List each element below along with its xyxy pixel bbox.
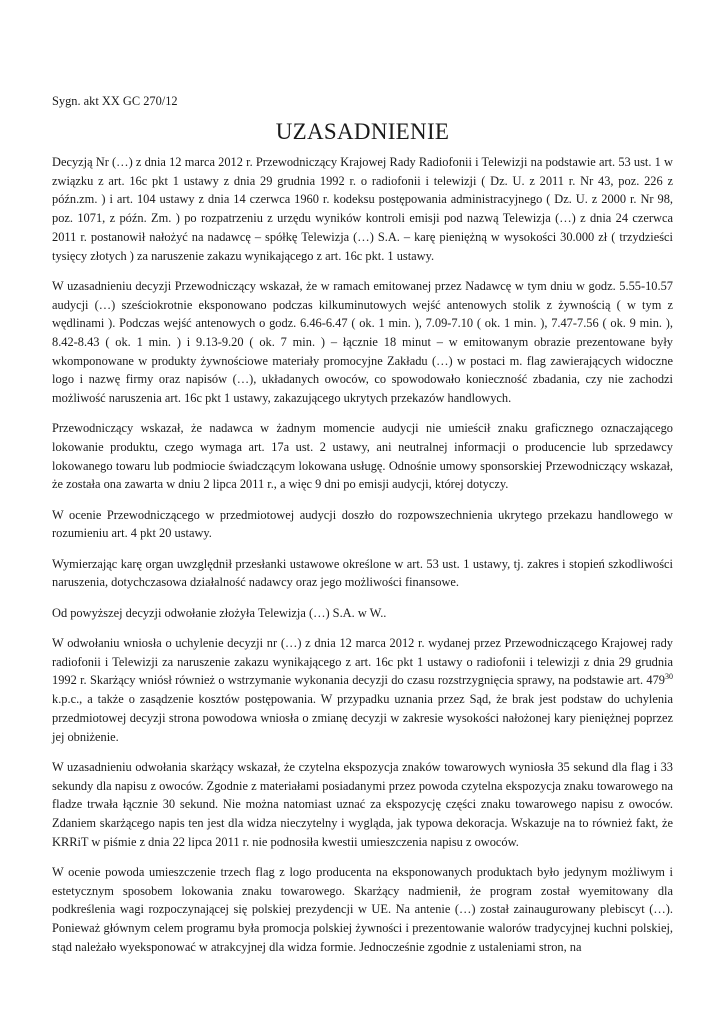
paragraph-appeal-reasons: W uzasadnieniu odwołania skarżący wskazał, że czytelna ekspozycja znaków towarowych wyniosła 35 sekund dla flag i 33 sekundy dla napisu z owoców. Zgodnie z materiałami posiadanymi przez powoda czytelna ekspozycja znaku towarowego na fladze trwała łącznie 30 sekund. Nie można natomiast uznać za ekspozycję części znaku towarowego napisu z owoców. Zdaniem skarżącego napis ten jest dla widza nieczytelny i wygląda, jak typowa dekoracja. Wskazuje na to również fakt, że KRRiT w piśmie z dnia 22 lipca 2011 r. nie podnosiła kwestii umieszczenia napisu z owoców. [52, 759, 673, 849]
paragraph-hidden-commercial: W ocenie Przewodniczącego w przedmiotowej audycji doszło do rozpowszechnienia ukrytego przekazu handlowego w rozumieniu art. 4 pkt 20 ustawy. [52, 507, 673, 541]
paragraph-appeal-filed: Od powyższej decyzji odwołanie złożyła Telewizja (…) S.A. w W.. [52, 605, 387, 620]
paragraph-decision: Decyzją Nr (…) z dnia 12 marca 2012 r. Przewodniczący Krajowej Rady Radiofonii i Telewizji na podstawie art. 53 ust. 1 w związku z art. 16c pkt 1 ustawy z dnia 29 grudnia 1992 r. o radiofonii i telewizji ( Dz. U. z 2011 r. Nr 43, poz. 226 z późn.zm. ) i art. 104 ustawy z dnia 14 czerwca 1960 r. kodeksu postępowania administracyjnego ( Dz. U. z 2000 r. Nr 98, poz. 1071, z późn. Zm. ) po rozpatrzeniu z urzędu wyników kontroli emisji pod nazwą Telewizja (…) z dnia 24 czerwca 2011 r. postanowił nałożyć na nadawcę – spółkę Telewizja (…) S.A. – karę pieniężną w wysokości 30.000 zł ( trzydzieści tysięcy złotych ) za naruszenie zakazu wynikającego z art. 16c pkt. 1 ustawy. [52, 155, 673, 263]
document-title: UZASADNIENIE [275, 119, 450, 144]
paragraph-penalty-criteria: Wymierzając karę organ uwzględnił przesłanki ustawowe określone w art. 53 ust. 1 ustawy, tj. zakres i stopień szkodliwości naruszenia, dotychczasowa działalność nadawcy oraz jego możliwości finansowe. [52, 556, 673, 590]
appeal-request-text: W odwołaniu wniosła o uchylenie decyzji nr (…) z dnia 12 marca 2012 r. wydanej przez Przewodniczącego Krajowej rady radiofonii i Telewizji za naruszenie zakazu wynikającego z art. 16c pkt 1 ustawy o radiofonii i telewizji z dnia 29 grudnia 1992 r. Skarżący wniósł również o wstrzymanie wykonania decyzji do czasu rozstrzygnięcia sprawy, na podstawie art. 479 [52, 636, 673, 688]
appeal-request-text-cont: k.p.c., a także o zasądzenie kosztów postępowania. W przypadku uznania przez Sąd, że brak jest podstaw do uchylenia przedmiotowej decyzji strona powodowa wniosła o zmianę decyzji w zakresie wysokości nałożonej kary pieniężnej poprzez jej obniżenie. [52, 692, 673, 744]
paragraph-appeal-request [52, 634, 673, 746]
paragraph-justification: W uzasadnieniu decyzji Przewodniczący wskazał, że w ramach emitowanej przez Nadawcę w tym dniu w godz. 5.55-10.57 audycji (…) sześciokrotnie eksponowano podczas kilkuminutowych wejść antenowych stolik z żywnością ( w tym z wędlinami ). Podczas wejść antenowych o godz. 6.46-6.47 ( ok. 1 min. ), 7.09-7.10 ( ok. 1 min. ), 7.47-7.56 ( ok. 9 min. ), 8.42-8.43 ( ok. 1 min. ) i 9.13-9.20 ( ok. 7 min. ) – łącznie 18 minut – w emitowanym obrazie prezentowane były wkomponowane w produkty żywnościowe materiały promocyjne Zakładu (…) w postaci m. flag zawierających widoczne logo i nazwę firmy oraz napisów (…), układanych owoców, co spowodowało konieczność zbadania, czy nie zachodzi możliwość naruszenia art. 16c pkt 1 ustawy, zakazującego ukrytych przekazów handlowych. [52, 278, 673, 406]
paragraph-plaintiff-opinion: W ocenie powoda umieszczenie trzech flag z logo producenta na eksponowanych produktach było jedynym możliwym i estetycznym sposobem lokowania znaku towarowego. Skarżący nadmienił, że program został wyemitowany dla podkreślenia wagi rozpoczynającej się polskiej prezydencji w UE. Na antenie (…) został zainaugurowany plebiscyt (…). Ponieważ głównym celem programu była promocja polskiej żywności i prezentowanie walorów tradycyjnej kuchni polskiej, stąd należało wyeksponować w atrakcyjnej dla widza formie. Jednocześnie zgodnie z ustaleniami stron, na [52, 864, 673, 954]
paragraph-no-product-placement-mark: Przewodniczący wskazał, że nadawca w żadnym momencie audycji nie umieścił znaku graficznego oznaczającego lokowanie produktu, czego wymaga art. 17a ust. 2 ustawy, ani neutralnej informacji o producencie lub sprzedawcy lokowanego towaru lub podmiocie świadczącym lokowana usługę. Odnośnie umowy sponsorskiej Przewodniczący wskazał, że została ona zawarta w dniu 2 lipca 2011 r., a więc 9 dni po emisji audycji, której dotyczy. [52, 421, 673, 492]
document-page [52, 93, 673, 968]
article-superscript: 30 [665, 672, 673, 682]
case-reference: Sygn. akt XX GC 270/12 [52, 94, 178, 108]
